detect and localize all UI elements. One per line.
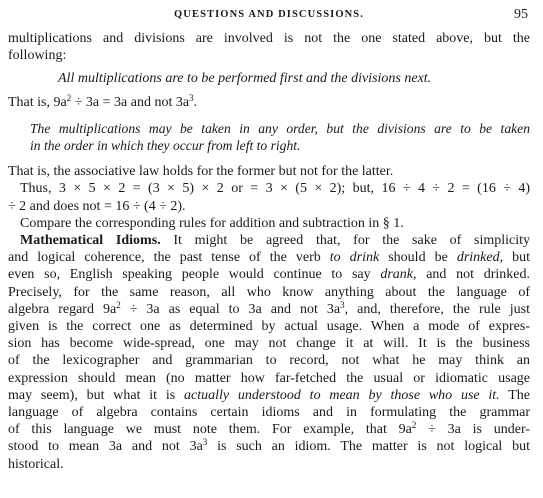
text-line: language of algebra contains certain idioms and in formulating the grammar [8,405,530,421]
text-line: following: [8,48,67,64]
text-run: to drink [329,250,380,266]
text-line [8,421,530,438]
superscript: 2 [116,299,121,310]
superscript: 3 [189,92,194,103]
text-run: is such an idiom. The matter is not logical but [207,439,530,455]
text-line: The multiplications may be taken in any order, but the divisions are to be taken [30,120,530,136]
text-run: even so, English speaking people would continue to say [8,267,381,283]
section-heading: Mathematical Idioms. [20,233,161,249]
paragraph-mathematical-idioms [8,232,530,473]
text-run: algebra regard 9a [8,301,117,317]
text-line: expression should mean (no matter how far-fetched the usual or idiomatic usage [8,370,530,386]
superscript: 2 [66,92,72,103]
superscript: 2 [411,420,417,431]
text-line: multiplications and divisions are involved is not the one stated above, but the [8,31,530,46]
text-run: , and not drinked. [413,267,530,283]
text-run: That is, 9a [8,94,67,110]
text-line: given is the correct one as determined by actual usage. When a mode of expres- [8,319,530,335]
text-run: actually understood to mean by those who use it. [184,387,500,403]
page-header [8,0,530,30]
rule-statement-2 [8,120,530,154]
text-run: It might be agreed that, for the sake of simplicity [160,233,530,249]
text-line: Precisely, for the same reason, all who know anything about the language of [8,284,530,300]
text-line: historical. [8,456,64,472]
text-run: drank [380,267,414,283]
text-line [8,438,530,455]
text-run: may seem), but what it is [8,387,184,403]
superscript: 3 [340,299,345,310]
text-run: of this language we must note them. For example, that 9a [8,422,412,438]
text-run: , but [499,250,530,266]
text-line: of the lexicographer and grammarian to record, not what he may think an [8,353,530,369]
text-run: . [193,94,198,110]
text-line [8,387,530,404]
text-line: All multiplications are to be performed first and the divisions next. [58,71,432,87]
page-number: 95 [514,7,528,22]
text-run: stood to mean 3a and not 3a [8,439,203,455]
text-run: The [499,387,530,403]
text-line [8,266,530,283]
paragraph-thus [8,180,530,214]
text-run: ÷ 3a as equal to 3a and not 3a [120,301,341,317]
text-line [8,232,530,249]
text-run: should be [379,250,457,266]
associative-law-line: That is, the associative law holds for the former but not for the latter. [8,164,394,180]
text-run: drinked [456,250,500,266]
text-run: ÷ 3a = 3a and not 3a [71,94,190,110]
text-line [8,249,530,266]
document-page [8,0,530,473]
text-line: sion has become wide-spread, one may not change it at will. It is the business [8,336,530,352]
superscript: 3 [202,437,208,448]
text-line [8,301,530,318]
text-run: , and, therefore, the rule just [344,301,530,317]
that-is-line [8,94,530,111]
paragraph-intro [8,30,530,64]
running-head: QUESTIONS AND DISCUSSIONS. [174,9,364,20]
text-line: in the order in which they occur from left to right. [30,138,301,154]
text-run: ÷ 3a is under- [416,422,530,438]
text-run: and logical coherence, the past tense of the verb [8,250,330,266]
text-line: Thus, 3 × 5 × 2 = (3 × 5) × 2 or = 3 × (5 × 2); but, 16 ÷ 4 ÷ 2 = (16 ÷ 4) [20,181,530,197]
text-line: ÷ 2 and does not = 16 ÷ (4 ÷ 2). [8,198,186,214]
compare-line: Compare the corresponding rules for addition and subtraction in § 1. [20,215,404,231]
rule-statement-1 [8,70,530,87]
